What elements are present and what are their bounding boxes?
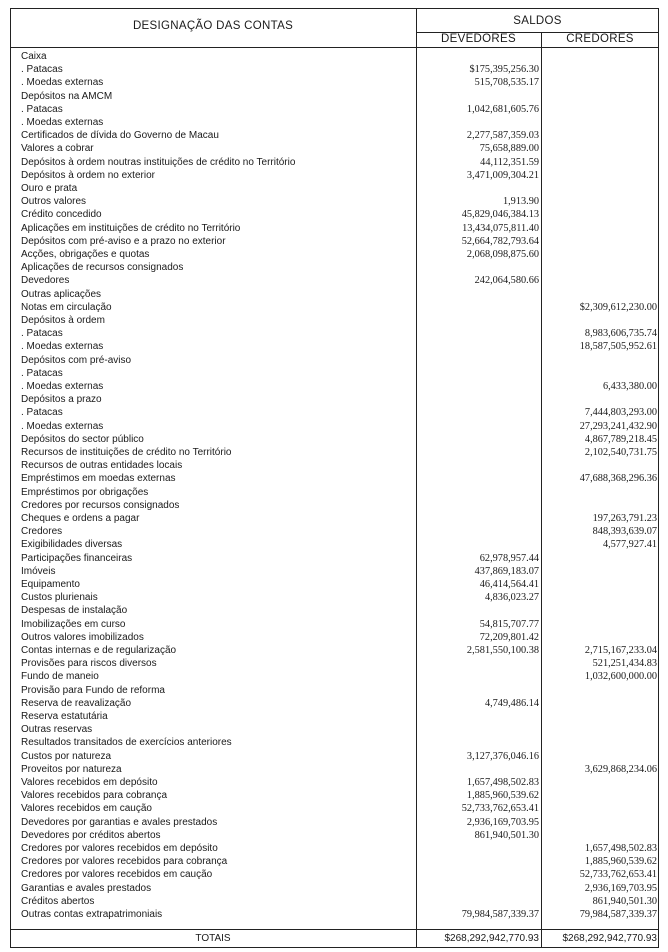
table-row [0,684,668,697]
account-label: Crédito concedido [21,209,102,221]
table-row [0,235,668,248]
account-label: Depósitos do sector público [21,433,144,445]
table-row [0,208,668,221]
table-row [0,406,668,419]
account-label: . Patacas [21,64,63,76]
table-row [0,538,668,551]
account-label: Valores recebidos em caução [21,803,152,815]
account-label: Participações financeiras [21,552,133,564]
table-row [0,129,668,142]
table-row [0,367,668,380]
table-row [0,274,668,287]
account-label: Aplicações de recursos consignados [21,262,184,274]
credit-value: 1,885,960,539.62 [584,856,657,868]
account-label: Proveitos por natureza [21,763,122,775]
credit-value: 2,715,167,233.04 [584,645,657,656]
account-label: . Moedas externas [21,77,104,89]
table-row [0,103,668,116]
account-label: Outros valores [21,196,87,208]
debit-value: 54,815,707.77 [479,618,539,630]
debit-value: 515,708,535.17 [474,77,539,89]
account-label: Contas internas e de regularização [21,645,177,656]
account-label: Depósitos na AMCM [21,90,113,102]
totals-label: TOTAIS [195,933,231,944]
account-label: Valores recebidos em depósito [21,777,158,788]
header-bottom-rule [10,47,659,48]
table-row [0,76,668,89]
table-row [0,63,668,76]
account-label: Cheques e ordens a pagar [21,513,140,524]
account-label: Garantias e avales prestados [21,882,152,894]
table-row [0,446,668,459]
debit-value: 1,657,498,502.83 [466,777,539,788]
credit-value: 848,393,639.07 [592,526,657,538]
debit-value: 861,940,501.30 [474,829,539,841]
account-label: . Moedas externas [21,341,104,353]
debit-value: 2,277,587,359.03 [466,130,539,142]
table-row [0,816,668,829]
debit-value: 242,064,580.66 [474,275,539,287]
table-row [0,420,668,433]
account-label: Credores por valores recebidos em depósito [21,843,218,854]
debit-value: 52,733,762,653.41 [461,803,539,815]
account-label: Reserva de reavalização [21,697,132,709]
credit-value: 27,293,241,432.90 [579,420,657,432]
account-label: . Patacas [21,103,63,115]
account-label: Fundo de maneio [21,671,99,683]
table-row [0,670,668,683]
table-row [0,908,668,921]
account-label: Outras aplicações [21,288,102,300]
debit-value: 4,749,486.14 [484,697,539,709]
credit-value: 521,251,434.83 [592,658,657,670]
table-row [0,288,668,301]
frame-top [10,8,659,9]
account-label: Resultados transitados de exercícios anteriores [21,737,232,749]
debit-value: 13,434,075,811.40 [462,222,539,234]
credit-value: 2,102,540,731.75 [584,447,657,458]
account-label: Ouro e prata [21,183,78,194]
debit-value: 1,913.90 [502,196,539,208]
account-label: Depósitos com pré-aviso e a prazo no exterior [21,235,226,247]
credit-value: 3,629,868,234.06 [584,763,657,775]
table-row [0,327,668,340]
account-label: Caixa [21,51,47,62]
account-label: Créditos abertos [21,895,95,907]
account-label: Empréstimos em moedas externas [21,473,176,485]
table-row [0,380,668,393]
table-row [0,525,668,538]
table-row [0,195,668,208]
debit-value: 2,068,098,875.60 [466,249,539,260]
debit-value: 62,978,957.44 [479,552,539,564]
table-row [0,499,668,512]
table-row [0,156,668,169]
credit-value: 8,983,606,735.74 [584,328,657,340]
table-row [0,182,668,195]
account-label: . Moedas externas [21,117,104,128]
table-row [0,169,668,182]
account-label: Certificados de dívida do Governo de Macau [21,130,219,142]
account-label: Depósitos à ordem no exterior [21,169,155,181]
debit-value: $175,395,256.30 [469,64,539,76]
account-label: Depósitos à ordem noutras instituições de crédito no Território [21,156,296,168]
account-label: . Patacas [21,407,63,419]
account-label: Imóveis [21,565,56,577]
table-row [0,314,668,327]
table-row [0,261,668,274]
account-label: Imobilizações em curso [21,618,126,630]
debit-value: 3,127,376,046.16 [466,750,539,762]
credit-value: 2,936,169,703.95 [584,882,657,894]
account-label: Reserva estatutária [21,711,108,722]
table-row [0,895,668,908]
table-row [0,723,668,736]
table-row [0,486,668,499]
table-row [0,829,668,842]
account-label: Devedores por créditos abertos [21,829,161,841]
table-row [0,512,668,525]
table-row [0,393,668,406]
table-row [0,618,668,631]
credit-value: 197,263,791.23 [592,513,657,524]
account-label: Depósitos à ordem [21,315,105,326]
table-row [0,631,668,644]
debit-value: 3,471,009,304.21 [466,169,539,181]
account-label: Custos por natureza [21,750,112,762]
credit-value: 4,867,789,218.45 [584,433,657,445]
account-label: Valores a cobrar [21,143,94,155]
debit-value: 52,664,782,793.64 [461,235,539,247]
table-row [0,116,668,129]
account-label: Outras reservas [21,724,93,736]
debit-value: 79,984,587,339.37 [461,909,539,920]
table-row [0,565,668,578]
credit-value: 7,444,803,293.00 [584,407,657,419]
credit-value: $2,309,612,230.00 [579,301,657,313]
table-row [0,340,668,353]
debit-value: 72,209,801.42 [479,631,539,643]
account-label: Provisões para riscos diversos [21,658,157,670]
totals-credit: $268,292,942,770.93 [562,933,657,944]
debit-value: 4,836,023.27 [484,592,539,604]
debit-value: 1,885,960,539.62 [466,790,539,802]
table-row [0,433,668,446]
credit-value: 1,657,498,502.83 [584,843,657,854]
account-label: Despesas de instalação [21,605,128,617]
debit-value: 437,869,183.07 [474,565,539,577]
debit-value: 1,042,681,605.76 [466,103,539,115]
credit-value: 47,688,368,296.36 [579,473,657,485]
table-row [0,802,668,815]
account-label: Outras contas extrapatrimoniais [21,909,163,920]
debit-column-header: DEVEDORES [441,33,516,45]
credit-column-header: CREDORES [566,33,634,45]
table-row [0,248,668,261]
table-row [0,301,668,314]
table-row [0,459,668,472]
account-label: Credores por valores recebidos para cobrança [21,856,228,868]
account-label: Provisão para Fundo de reforma [21,684,165,696]
table-row [0,789,668,802]
debit-value: 45,829,046,384.13 [461,209,539,221]
account-label: . Patacas [21,367,63,379]
debit-value: 2,936,169,703.95 [466,816,539,828]
account-label: Recursos de instituições de crédito no Território [21,447,232,458]
credit-value: 6,433,380.00 [602,381,657,392]
debit-value: 2,581,550,100.38 [466,645,539,656]
account-label: Exigibilidades diversas [21,539,123,551]
table-row [0,354,668,367]
account-label: Depósitos a prazo [21,394,102,406]
table-row [0,763,668,776]
account-label: Aplicações em instituições de crédito no Território [21,222,241,234]
table-row [0,855,668,868]
table-row [0,736,668,749]
debit-value: 44,112,351.59 [480,156,539,168]
table-row [0,50,668,63]
accounts-column-header: DESIGNAÇÃO DAS CONTAS [132,20,294,32]
table-row [0,604,668,617]
credit-value: 1,032,600,000.00 [584,671,657,683]
account-label: Credores por valores recebidos em caução [21,869,213,881]
account-label: Equipamento [21,579,80,590]
table-row [0,222,668,235]
account-label: Notas em circulação [21,301,112,313]
account-label: Devedores [21,275,70,287]
account-label: Custos plurienais [21,592,98,604]
account-label: Credores [21,526,63,538]
table-row [0,657,668,670]
table-row [0,578,668,591]
account-label: Devedores por garantias e avales prestados [21,816,218,828]
table-row [0,142,668,155]
table-row [0,882,668,895]
account-label: . Moedas externas [21,420,104,432]
debit-value: 75,658,889.00 [479,143,539,155]
saldos-header: SALDOS [513,15,562,27]
table-row [0,750,668,763]
table-row [0,710,668,723]
credit-value: 4,577,927.41 [602,539,657,551]
table-row [0,552,668,565]
credit-value: 18,587,505,952.61 [579,341,657,353]
table-row [0,644,668,657]
debit-value: 46,414,564.41 [479,579,539,590]
account-label: . Moedas externas [21,381,104,392]
account-label: Empréstimos por obrigações [21,486,149,498]
account-label: Acções, obrigações e quotas [21,249,150,260]
table-row [0,591,668,604]
account-label: Recursos de outras entidades locais [21,460,183,472]
table-row [0,697,668,710]
table-row [0,842,668,855]
credit-value: 52,733,762,653.41 [579,869,657,881]
table-row [0,472,668,485]
account-label: Credores por recursos consignados [21,499,180,511]
credit-value: 79,984,587,339.37 [579,909,657,920]
table-row [0,776,668,789]
table-row [0,90,668,103]
account-label: Valores recebidos para cobrança [21,790,168,802]
credit-value: 861,940,501.30 [592,895,657,907]
table-row [0,868,668,881]
account-label: Outros valores imobilizados [21,631,144,643]
account-label: Depósitos com pré-aviso [21,354,132,366]
account-label: . Patacas [21,328,63,340]
totals-debit: $268,292,942,770.93 [444,933,539,944]
